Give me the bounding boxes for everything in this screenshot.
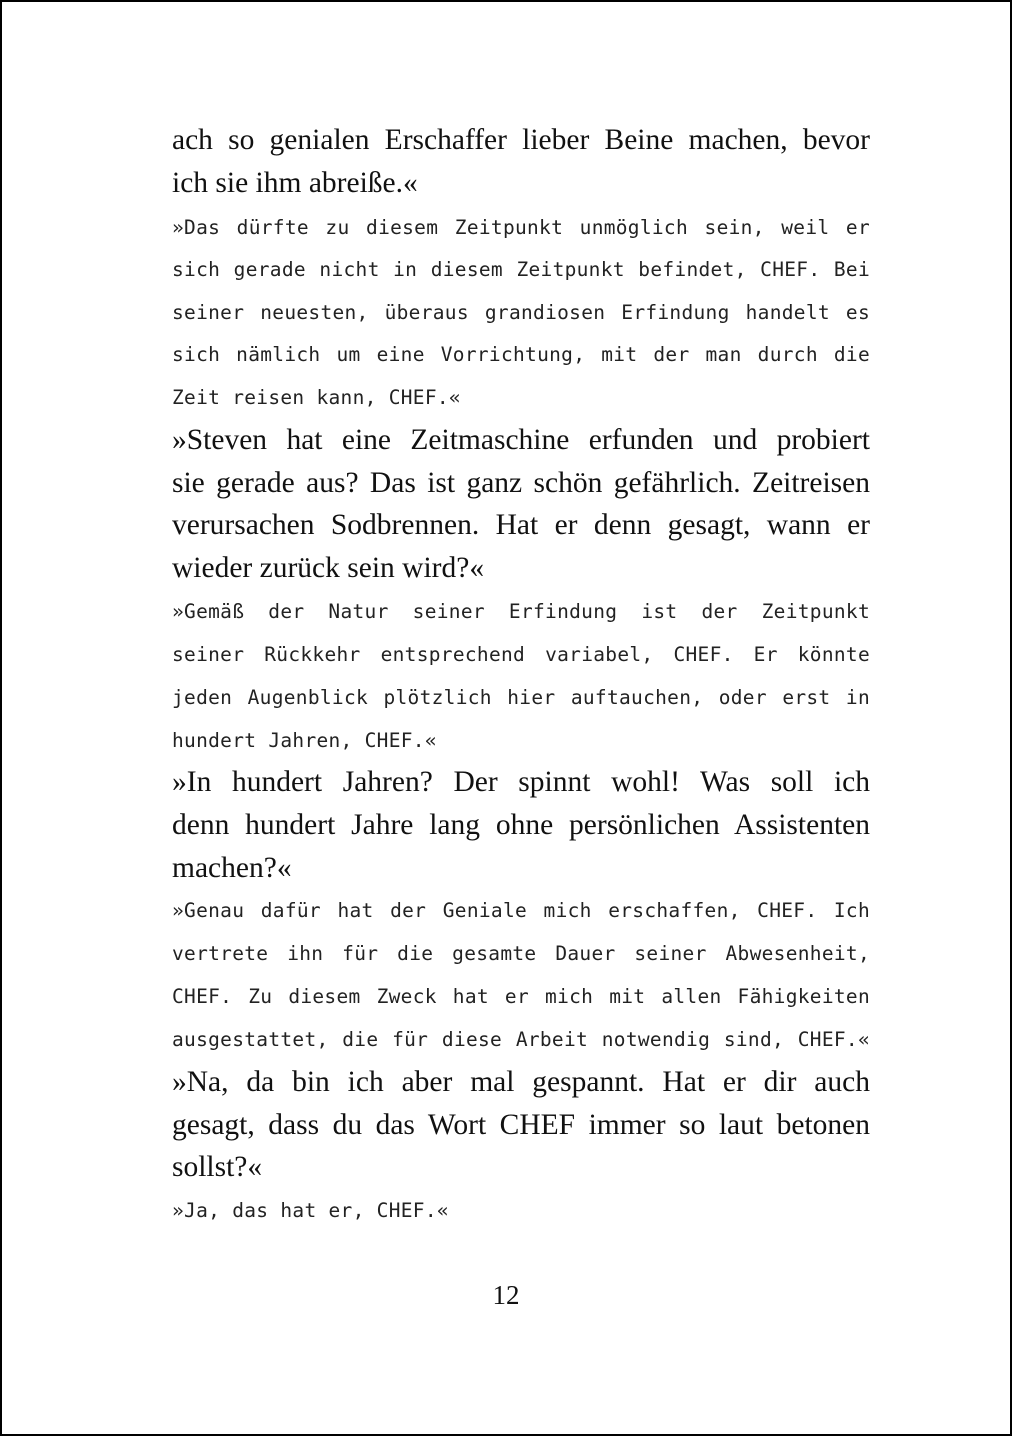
- robot-dialogue-line: [172, 213, 870, 243]
- robot-dialogue-line: [172, 340, 870, 370]
- robot-dialogue-line: [172, 383, 870, 413]
- line-text: wieder zurück sein wird?«: [172, 552, 485, 584]
- narration-line: [172, 848, 870, 888]
- line-text: ach so genialen Erschaffer lieber Beine machen, bevor: [172, 124, 870, 156]
- robot-dialogue-line: [172, 298, 870, 328]
- robot-dialogue-line: [172, 597, 870, 627]
- narration-line: [172, 463, 870, 503]
- line-text: hundert Jahren, CHEF.«: [172, 729, 437, 752]
- line-text: denn hundert Jahre lang ohne persönlichen Assistenten: [172, 809, 870, 841]
- narration-line: [172, 163, 870, 203]
- narration-line: [172, 120, 870, 160]
- narration-line: [172, 805, 870, 845]
- line-text: »Gemäß der Natur seiner Erfindung ist der Zeitpunkt: [172, 600, 870, 623]
- line-text: »Steven hat eine Zeitmaschine erfunden und probiert: [172, 424, 870, 456]
- robot-dialogue-line: [172, 683, 870, 713]
- line-text: »Ja, das hat er, CHEF.«: [172, 1199, 449, 1222]
- line-text: machen?«: [172, 852, 292, 884]
- line-text: Zeit reisen kann, CHEF.«: [172, 386, 461, 409]
- narration-line: [172, 420, 870, 460]
- line-text: »In hundert Jahren? Der spinnt wohl! Was soll ich: [172, 766, 870, 798]
- line-text: sich nämlich um eine Vorrichtung, mit der man durch die: [172, 343, 870, 366]
- line-text: gesagt, dass du das Wort CHEF immer so laut betonen: [172, 1109, 870, 1141]
- robot-dialogue-line: [172, 1025, 870, 1055]
- robot-dialogue-line: [172, 1196, 870, 1226]
- narration-line: [172, 1147, 870, 1187]
- narration-line: [172, 505, 870, 545]
- line-text: seiner neuesten, überaus grandiosen Erfindung handelt es: [172, 301, 870, 324]
- line-text: seiner Rückkehr entsprechend variabel, CHEF. Er könnte: [172, 643, 870, 666]
- line-text: jeden Augenblick plötzlich hier auftauchen, oder erst in: [172, 686, 870, 709]
- robot-dialogue-line: [172, 896, 870, 926]
- narration-line: [172, 548, 870, 588]
- robot-dialogue-line: [172, 255, 870, 285]
- page-number: 12: [492, 1280, 520, 1310]
- robot-dialogue-line: [172, 640, 870, 670]
- line-text: »Das dürfte zu diesem Zeitpunkt unmöglich sein, weil er: [172, 216, 870, 239]
- line-text: »Na, da bin ich aber mal gespannt. Hat er dir auch: [172, 1066, 870, 1098]
- line-text: sie gerade aus? Das ist ganz schön gefährlich. Zeitreisen: [172, 467, 870, 499]
- line-text: sollst?«: [172, 1151, 263, 1183]
- line-text: ausgestattet, die für diese Arbeit notwendig sind, CHEF.«: [172, 1028, 870, 1051]
- narration-line: [172, 1105, 870, 1145]
- line-text: verursachen Sodbrennen. Hat er denn gesagt, wann er: [172, 509, 870, 541]
- narration-line: [172, 762, 870, 802]
- robot-dialogue-line: [172, 939, 870, 969]
- narration-line: [172, 1062, 870, 1102]
- line-text: sich gerade nicht in diesem Zeitpunkt befindet, CHEF. Bei: [172, 258, 870, 281]
- robot-dialogue-line: [172, 982, 870, 1012]
- line-text: »Genau dafür hat der Geniale mich erschaffen, CHEF. Ich: [172, 899, 870, 922]
- line-text: CHEF. Zu diesem Zweck hat er mich mit allen Fähigkeiten: [172, 985, 870, 1008]
- line-text: vertrete ihn für die gesamte Dauer seiner Abwesenheit,: [172, 942, 870, 965]
- line-text: ich sie ihm abreiße.«: [172, 167, 418, 199]
- robot-dialogue-line: [172, 726, 870, 756]
